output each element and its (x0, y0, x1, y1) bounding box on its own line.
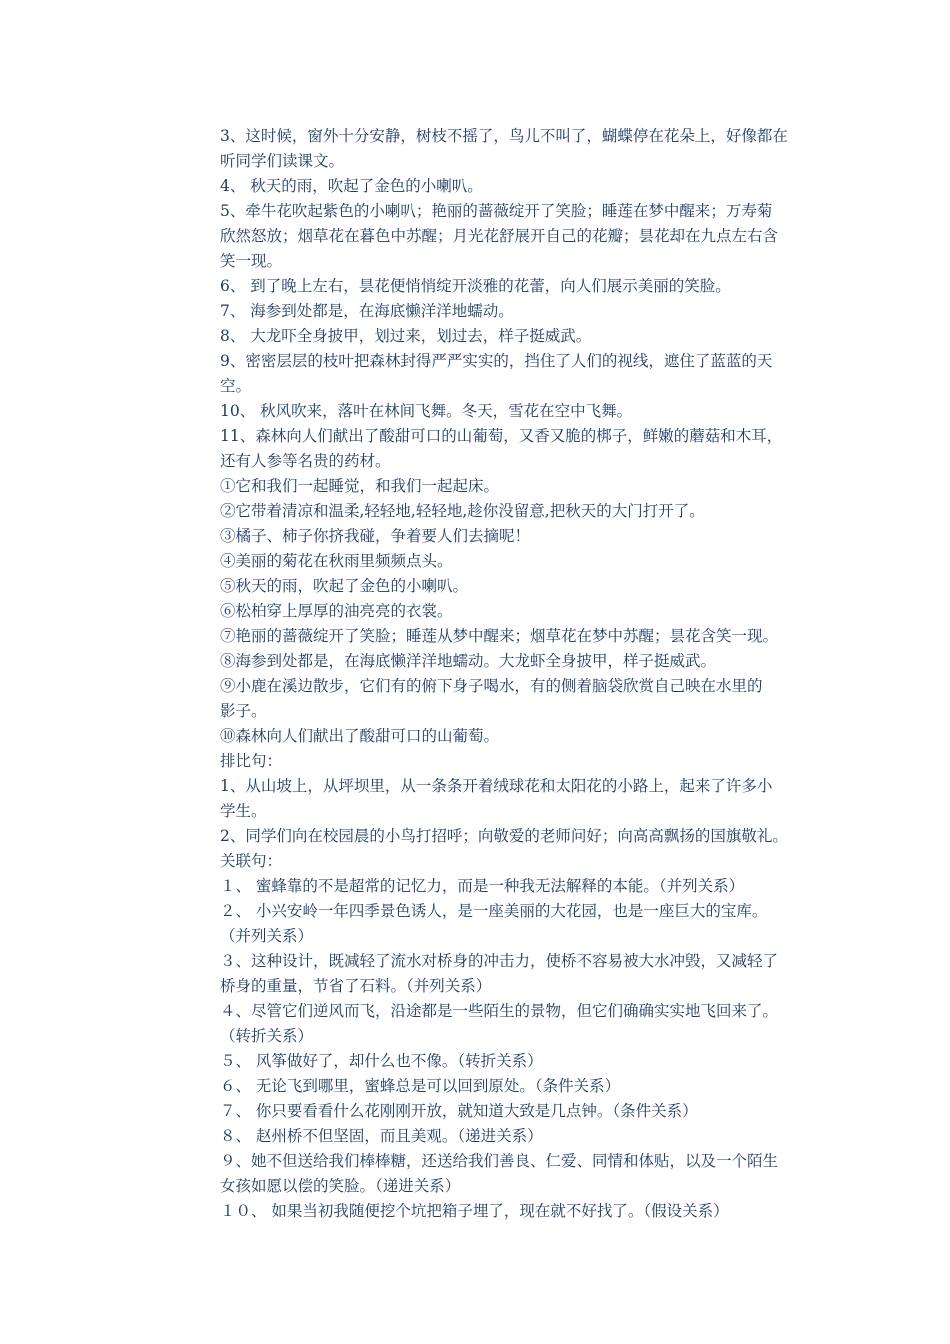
section-heading-parallelism: 排比句： (220, 752, 283, 770)
text-line: 桥身的重量，节省了石料。（并列关系） (220, 977, 492, 995)
text-line: 9、密密层层的枝叶把森林封得严严实实的，挡住了人们的视线，遮住了蓝蓝的天 (220, 352, 773, 370)
text-line: 听同学们读课文。 (220, 152, 345, 170)
text-line: １０、 如果当初我随便挖个坑把箱子埋了，现在就不好找了。（假设关系） (220, 1202, 729, 1220)
text-line: （转折关系） (220, 1027, 314, 1045)
text-line: 7、 海参到处都是，在海底懒洋洋地蠕动。 (220, 302, 514, 320)
text-line: ③橘子、柿子你挤我碰，争着要人们去摘呢！ (220, 527, 531, 545)
text-line: （并列关系） (220, 927, 314, 945)
text-line: ①它和我们一起睡觉，和我们一起起床。 (220, 477, 500, 495)
text-line: 女孩如愿以偿的笑脸。（递进关系） (220, 1177, 461, 1195)
text-line: 1、从山坡上，从坪坝里，从一条条开着绒球花和太阳花的小路上，起来了许多小 (220, 777, 773, 795)
text-line: ９、她不但送给我们棒棒糖，还送给我们善良、仁爱、同情和体贴，以及一个陌生 (220, 1152, 779, 1170)
text-line: 学生。 (220, 802, 267, 820)
text-line: ⑨小鹿在溪边散步，它们有的俯下身子喝水，有的侧着脑袋欣赏自己映在水里的 (220, 677, 763, 695)
text-line: ２、 小兴安岭一年四季景色诱人，是一座美丽的大花园，也是一座巨大的宝库。 (220, 902, 768, 920)
section-heading-conjunctions: 关联句： (220, 852, 283, 870)
text-line: ②它带着清凉和温柔,轻轻地,轻轻地,趁你没留意,把秋天的大门打开了。 (220, 502, 705, 520)
text-line: ⑧海参到处都是，在海底懒洋洋地蠕动。大龙虾全身披甲，样子挺威武。 (220, 652, 717, 670)
text-line: ⑩森林向人们献出了酸甜可口的山葡萄。 (220, 727, 500, 745)
text-line: 欣然怒放；烟草花在暮色中苏醒；月光花舒展开自己的花瓣；昙花却在九点左右含 (220, 227, 779, 245)
text-line: ６、 无论飞到哪里，蜜蜂总是可以回到原处。（条件关系） (220, 1077, 621, 1095)
text-line: ７、 你只要看看什么花刚刚开放，就知道大致是几点钟。（条件关系） (220, 1102, 698, 1120)
text-line: 3、这时候，窗外十分安静，树枝不摇了，鸟儿不叫了，蝴蝶停在花朵上，好像都在 (220, 127, 788, 145)
document-body (220, 124, 820, 1224)
text-line: 笑一现。 (220, 252, 283, 270)
text-line: 10、 秋风吹来，落叶在林间飞舞。冬天，雪花在空中飞舞。 (220, 402, 633, 420)
text-line: ３、这种设计，既减轻了流水对桥身的冲击力，使桥不容易被大水冲毁，又减轻了 (220, 952, 779, 970)
text-line: 还有人参等名贵的药材。 (220, 452, 391, 470)
text-line: ４、尽管它们逆风而飞，沿途都是一些陌生的景物，但它们确确实实地飞回来了。 (220, 1002, 779, 1020)
text-line: 8、 大龙吓全身披甲，划过来，划过去，样子挺威武。 (220, 327, 592, 345)
text-line: 空。 (220, 377, 252, 395)
text-line: ５、 风筝做好了，却什么也不像。（转折关系） (220, 1052, 543, 1070)
text-line: ④美丽的菊花在秋雨里频频点头。 (220, 552, 453, 570)
text-line: ８、 赵州桥不但坚固，而且美观。（递进关系） (220, 1127, 543, 1145)
text-line: ⑦艳丽的蔷薇绽开了笑脸；睡莲从梦中醒来；烟草花在梦中苏醒；昙花含笑一现。 (220, 627, 779, 645)
text-line: ⑥松柏穿上厚厚的油亮亮的衣裳。 (220, 602, 453, 620)
text-line: １、 蜜蜂靠的不是超常的记忆力，而是一种我无法解释的本能。（并列关系） (220, 877, 745, 895)
text-line: 11、森林向人们献出了酸甜可口的山葡萄，又香又脆的梆子，鲜嫩的蘑菇和木耳， (220, 427, 783, 445)
text-line: 6、 到了晚上左右，昙花便悄悄绽开淡雅的花蕾，向人们展示美丽的笑脸。 (220, 277, 731, 295)
text-line: 2、同学们向在校园晨的小鸟打招呼；向敬爱的老师问好；向高高飘扬的国旗敬礼。 (220, 827, 788, 845)
text-line: ⑤秋天的雨，吹起了金色的小喇叭。 (220, 577, 469, 595)
text-line: 5、牵牛花吹起紫色的小喇叭；艳丽的蔷薇绽开了笑脸；睡莲在梦中醒来；万寿菊 (220, 202, 773, 220)
text-line: 影子。 (220, 702, 267, 720)
text-line: 4、 秋天的雨，吹起了金色的小喇叭。 (220, 177, 483, 195)
